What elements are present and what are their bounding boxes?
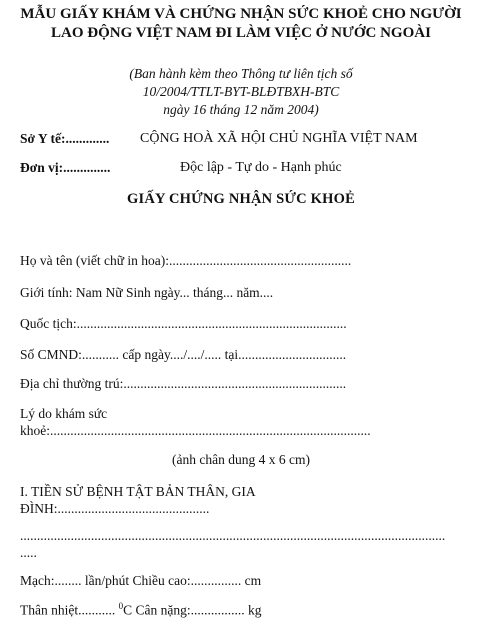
document-title: GIẤY CHỨNG NHẬN SỨC KHOẺ bbox=[127, 191, 355, 207]
issued-note-line3: ngày 16 tháng 12 năm 2004) bbox=[163, 102, 319, 117]
medical-history-dots-line2: ..... bbox=[20, 545, 37, 560]
issued-note-line1: (Ban hành kèm theo Thông tư liên tịch số bbox=[129, 66, 353, 81]
medical-history-heading-line2: ĐÌNH:............................................. bbox=[20, 501, 210, 516]
form-title-line1: MẪU GIẤY KHÁM VÀ CHỨNG NHẬN SỨC KHOẺ CHO NGƯỜI bbox=[20, 6, 462, 22]
reason-field-line1: Lý do khám sức bbox=[20, 406, 108, 421]
id-card-field: Số CMND:........... cấp ngày..../..../..... tại................................ bbox=[20, 347, 347, 362]
degree-superscript: 0 bbox=[118, 601, 124, 611]
pulse-height-field: Mạch:........ lần/phút Chiều cao:............... cm bbox=[20, 573, 262, 588]
nation-name: CỘNG HOÀ XÃ HỘI CHỦ NGHĨA VIỆT NAM bbox=[140, 131, 418, 146]
form-title-line2: LAO ĐỘNG VIỆT NAM ĐI LÀM VIỆC Ở NƯỚC NGOÀI bbox=[51, 25, 431, 41]
photo-note: (ảnh chân dung 4 x 6 cm) bbox=[172, 452, 310, 467]
nation-motto: Độc lập - Tự do - Hạnh phúc bbox=[180, 160, 342, 175]
temperature-label: Thân nhiệt........... bbox=[20, 602, 119, 618]
temperature-weight-field bbox=[20, 601, 261, 619]
nationality-field: Quốc tịch:................................................................................ bbox=[20, 316, 347, 331]
so-y-te-label: Sở Y tế:............. bbox=[20, 131, 110, 146]
address-field: Địa chỉ thường trú:.................................................................. bbox=[20, 376, 347, 391]
don-vi-label: Đơn vị:.............. bbox=[20, 160, 111, 175]
medical-history-heading-line1: I. TIỀN SỬ BỆNH TẬT BẢN THÂN, GIA bbox=[20, 484, 256, 499]
medical-history-dots-line1: .............................................................................................................................. bbox=[20, 528, 446, 543]
weight-label: C Cân nặng:................ kg bbox=[123, 602, 262, 618]
issued-note-line2: 10/2004/TTLT-BYT-BLĐTBXH-BTC bbox=[142, 84, 340, 99]
gender-birth-field: Giới tính: Nam Nữ Sinh ngày... tháng... năm.... bbox=[20, 285, 274, 300]
reason-field-line2: khoẻ:............................................................................................... bbox=[20, 423, 371, 438]
full-name-field: Họ và tên (viết chữ in hoa):...................................................... bbox=[20, 253, 352, 268]
